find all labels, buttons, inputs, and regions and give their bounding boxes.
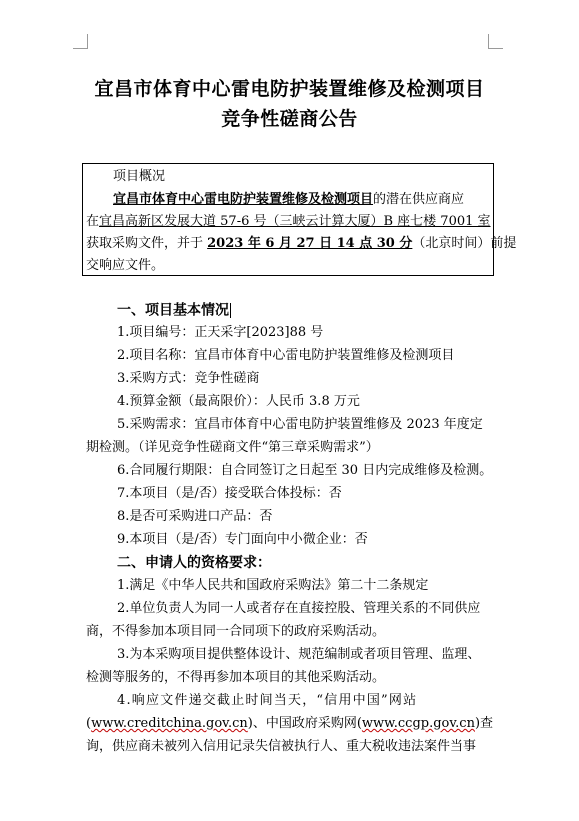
overview-project-name: 宜昌市体育中心雷电防护装置维修及检测项目 [113, 192, 374, 207]
section2-heading: 二、申请人的资格要求： [117, 555, 271, 571]
margin-corner-top-left [73, 34, 88, 49]
section1-item: 5.采购需求：宜昌市体育中心雷电防护装置维修及 2023 年度定 [117, 417, 483, 432]
url-creditchina[interactable]: www.creditchina.gov.cn [91, 716, 248, 731]
overview-text4: （北京时间）前提 [412, 236, 517, 251]
margin-corner-top-right [488, 34, 503, 49]
overview-label: 项目概况 [113, 169, 166, 184]
section2-p4-line3: 询，供应商未被列入信用记录失信被执行人、重大税收违法案件当事 [86, 739, 477, 754]
section1-item: 7.本项目（是/否）接受联合体投标：否 [117, 486, 342, 501]
overview-text1: 的潜在供应商应 [373, 192, 465, 207]
overview-line2 [86, 215, 491, 228]
section1-heading: 一、项目基本情况 [117, 302, 229, 319]
overview-text2: 在 [86, 214, 100, 229]
document-title-line1: 宜昌市体育中心雷电防护装置维修及检测项目 [94, 78, 485, 100]
document-title-line2: 竞争性磋商公告 [221, 108, 358, 130]
section2-p4-line1: 4.响应文件递交截止时间当天，“信用中国”网站 [117, 693, 418, 708]
section1-item: 3.采购方式：竞争性磋商 [117, 371, 260, 386]
overview-line1 [113, 193, 464, 206]
section2-p3-line2: 检测等服务的，不得再参加本项目的其他采购活动。 [86, 670, 386, 685]
section1-item: 1.项目编号：正天采字[2023]88 号 [117, 325, 324, 340]
section1-item: 9.本项目（是/否）专门面向中小微企业：否 [117, 532, 368, 547]
section2-p1: 1.满足《中华人民共和国政府采购法》第二十二条规定 [117, 578, 429, 593]
section2-p3-line1: 3.为本采购项目提供整体设计、规范编制或者项目管理、监理、 [117, 647, 481, 662]
overview-text3: 获取采购文件，并于 [86, 236, 208, 251]
section2-p4-line2: (www.creditchina.gov.cn)、中国政府采购网(www.ccgp.gov.cn)查 [86, 716, 494, 731]
overview-deadline: 2023 年 6 月 27 日 14 点 30 分 [207, 236, 413, 251]
overview-line3 [86, 237, 516, 250]
section2-p2-line1: 2.单位负责人为同一人或者存在直接控股、管理关系的不同供应 [117, 601, 481, 616]
overview-address: 宜昌高新区发展大道 57-6 号（三峡云计算大厦）B 座七楼 7001 室 [99, 214, 491, 229]
section1-item: 4.预算金额（最高限价）：人民币 3.8 万元 [117, 394, 360, 409]
section1-item: 8.是否可采购进口产品：否 [117, 509, 273, 524]
section1-item: 2.项目名称：宜昌市体育中心雷电防护装置维修及检测项目 [117, 348, 455, 363]
url-ccgp[interactable]: www.ccgp.gov.cn [361, 716, 475, 731]
section1-item: 6.合同履行期限：自合同签订之日起至 30 日内完成维修及检测。 [117, 463, 493, 478]
section2-p2-line2: 商，不得参加本项目同一合同项下的政府采购活动。 [86, 624, 386, 639]
text-cursor [230, 303, 231, 318]
overview-line4: 交响应文件。 [86, 258, 165, 273]
section1-item-cont: 期检测。（详见竞争性磋商文件“第三章采购需求”） [86, 440, 379, 455]
